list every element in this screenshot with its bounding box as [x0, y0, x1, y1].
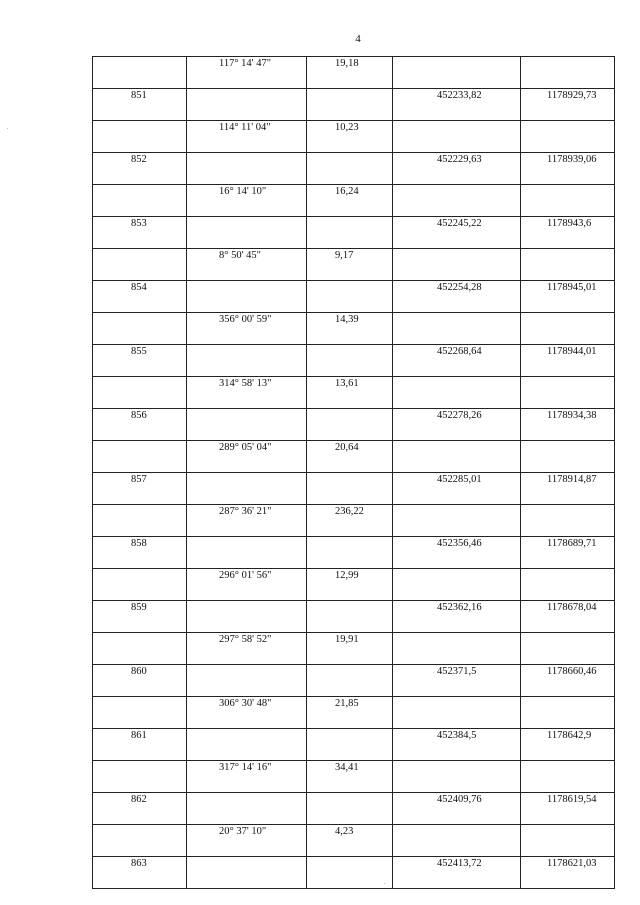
point-row: [93, 281, 615, 313]
point-number-cell: [93, 121, 187, 153]
distance-cell: [307, 665, 393, 697]
distance-cell: 14,39: [307, 313, 393, 345]
direction-angle-cell: 287° 36' 21": [187, 505, 307, 537]
y-coordinate-cell: [521, 121, 615, 153]
direction-angle-cell: 297° 58' 52": [187, 633, 307, 665]
y-coordinate-cell: 1178660,46: [521, 665, 615, 697]
y-coordinate-cell: [521, 249, 615, 281]
direction-angle-cell: [187, 281, 307, 313]
point-row: [93, 409, 615, 441]
direction-angle-cell: 16° 14' 10": [187, 185, 307, 217]
direction-angle-cell: 306° 30' 48": [187, 697, 307, 729]
distance-cell: 10,23: [307, 121, 393, 153]
direction-angle-cell: [187, 153, 307, 185]
y-coordinate-cell: [521, 185, 615, 217]
x-coordinate-cell: 452409,76: [393, 793, 521, 825]
distance-cell: 13,61: [307, 377, 393, 409]
point-number-cell: [93, 57, 187, 89]
distance-cell: 9,17: [307, 249, 393, 281]
direction-angle-cell: [187, 409, 307, 441]
point-number-cell: [93, 377, 187, 409]
point-row: [93, 345, 615, 377]
x-coordinate-cell: 452356,46: [393, 537, 521, 569]
direction-angle-cell: 114° 11' 04": [187, 121, 307, 153]
direction-angle-cell: [187, 537, 307, 569]
x-coordinate-cell: [393, 377, 521, 409]
x-coordinate-cell: 452245,22: [393, 217, 521, 249]
distance-cell: 19,18: [307, 57, 393, 89]
point-row: [93, 537, 615, 569]
direction-angle-cell: [187, 345, 307, 377]
direction-angle-cell: 314° 58' 13": [187, 377, 307, 409]
y-coordinate-cell: [521, 569, 615, 601]
y-coordinate-cell: 1178621,03: [521, 857, 615, 889]
point-number-cell: 860: [93, 665, 187, 697]
point-number-cell: [93, 569, 187, 601]
point-number-cell: [93, 249, 187, 281]
x-coordinate-cell: 452229,63: [393, 153, 521, 185]
direction-angle-cell: [187, 793, 307, 825]
distance-cell: [307, 89, 393, 121]
distance-cell: [307, 217, 393, 249]
distance-cell: [307, 153, 393, 185]
y-coordinate-cell: 1178943,6: [521, 217, 615, 249]
distance-cell: [307, 345, 393, 377]
scan-speck: [433, 672, 434, 673]
x-coordinate-cell: [393, 249, 521, 281]
point-number-cell: [93, 697, 187, 729]
x-coordinate-cell: 452278,26: [393, 409, 521, 441]
point-number-cell: 851: [93, 89, 187, 121]
point-number-cell: [93, 313, 187, 345]
segment-row: [93, 249, 615, 281]
x-coordinate-cell: [393, 633, 521, 665]
y-coordinate-cell: [521, 313, 615, 345]
distance-cell: 20,64: [307, 441, 393, 473]
direction-angle-cell: 8° 50' 45": [187, 249, 307, 281]
point-number-cell: [93, 185, 187, 217]
segment-row: [93, 697, 615, 729]
point-row: [93, 729, 615, 761]
distance-cell: [307, 793, 393, 825]
x-coordinate-cell: 452233,82: [393, 89, 521, 121]
y-coordinate-cell: [521, 441, 615, 473]
direction-angle-cell: 117° 14' 47": [187, 57, 307, 89]
point-number-cell: [93, 825, 187, 857]
y-coordinate-cell: 1178619,54: [521, 793, 615, 825]
segment-row: [93, 313, 615, 345]
segment-row: [93, 633, 615, 665]
distance-cell: 21,85: [307, 697, 393, 729]
point-row: [93, 153, 615, 185]
direction-angle-cell: 20° 37' 10": [187, 825, 307, 857]
segment-row: [93, 441, 615, 473]
direction-angle-cell: [187, 857, 307, 889]
distance-cell: 16,24: [307, 185, 393, 217]
coordinates-table: [92, 56, 615, 889]
direction-angle-cell: [187, 89, 307, 121]
y-coordinate-cell: [521, 633, 615, 665]
y-coordinate-cell: 1178934,38: [521, 409, 615, 441]
scan-speck: [384, 883, 385, 884]
x-coordinate-cell: [393, 57, 521, 89]
direction-angle-cell: [187, 665, 307, 697]
segment-row: [93, 57, 615, 89]
y-coordinate-cell: [521, 697, 615, 729]
point-number-cell: 852: [93, 153, 187, 185]
x-coordinate-cell: 452384,5: [393, 729, 521, 761]
x-coordinate-cell: [393, 313, 521, 345]
point-number-cell: 862: [93, 793, 187, 825]
y-coordinate-cell: 1178945,01: [521, 281, 615, 313]
direction-angle-cell: [187, 729, 307, 761]
y-coordinate-cell: 1178678,04: [521, 601, 615, 633]
y-coordinate-cell: 1178929,73: [521, 89, 615, 121]
x-coordinate-cell: [393, 825, 521, 857]
y-coordinate-cell: 1178939,06: [521, 153, 615, 185]
segment-row: [93, 569, 615, 601]
distance-cell: 34,41: [307, 761, 393, 793]
point-row: [93, 89, 615, 121]
distance-cell: [307, 473, 393, 505]
point-number-cell: [93, 441, 187, 473]
x-coordinate-cell: 452371,5: [393, 665, 521, 697]
x-coordinate-cell: [393, 121, 521, 153]
segment-row: [93, 185, 615, 217]
distance-cell: [307, 281, 393, 313]
direction-angle-cell: [187, 473, 307, 505]
x-coordinate-cell: [393, 569, 521, 601]
distance-cell: 4,23: [307, 825, 393, 857]
x-coordinate-cell: [393, 505, 521, 537]
y-coordinate-cell: 1178642,9: [521, 729, 615, 761]
segment-row: [93, 825, 615, 857]
segment-row: [93, 377, 615, 409]
x-coordinate-cell: 452413,72: [393, 857, 521, 889]
x-coordinate-cell: 452268,64: [393, 345, 521, 377]
point-number-cell: 861: [93, 729, 187, 761]
point-row: [93, 857, 615, 889]
distance-cell: [307, 729, 393, 761]
segment-row: [93, 121, 615, 153]
point-number-cell: 854: [93, 281, 187, 313]
y-coordinate-cell: [521, 761, 615, 793]
distance-cell: 236,22: [307, 505, 393, 537]
x-coordinate-cell: 452254,28: [393, 281, 521, 313]
point-number-cell: 855: [93, 345, 187, 377]
page-number: 4: [355, 33, 361, 45]
direction-angle-cell: 296° 01' 56": [187, 569, 307, 601]
distance-cell: [307, 857, 393, 889]
point-number-cell: 858: [93, 537, 187, 569]
direction-angle-cell: 317° 14' 16": [187, 761, 307, 793]
point-number-cell: [93, 505, 187, 537]
point-number-cell: [93, 633, 187, 665]
segment-row: [93, 505, 615, 537]
x-coordinate-cell: [393, 185, 521, 217]
point-number-cell: 856: [93, 409, 187, 441]
distance-cell: [307, 601, 393, 633]
direction-angle-cell: [187, 601, 307, 633]
point-number-cell: 857: [93, 473, 187, 505]
x-coordinate-cell: [393, 441, 521, 473]
distance-cell: 12,99: [307, 569, 393, 601]
coordinates-table-body: [93, 57, 615, 889]
y-coordinate-cell: [521, 377, 615, 409]
direction-angle-cell: 356° 00' 59": [187, 313, 307, 345]
y-coordinate-cell: [521, 825, 615, 857]
direction-angle-cell: 289° 05' 04": [187, 441, 307, 473]
x-coordinate-cell: 452285,01: [393, 473, 521, 505]
y-coordinate-cell: 1178914,87: [521, 473, 615, 505]
distance-cell: 19,91: [307, 633, 393, 665]
distance-cell: [307, 409, 393, 441]
x-coordinate-cell: [393, 697, 521, 729]
y-coordinate-cell: [521, 505, 615, 537]
y-coordinate-cell: 1178944,01: [521, 345, 615, 377]
x-coordinate-cell: 452362,16: [393, 601, 521, 633]
point-number-cell: [93, 761, 187, 793]
point-row: [93, 217, 615, 249]
point-row: [93, 665, 615, 697]
point-number-cell: 853: [93, 217, 187, 249]
distance-cell: [307, 537, 393, 569]
segment-row: [93, 761, 615, 793]
direction-angle-cell: [187, 217, 307, 249]
y-coordinate-cell: 1178689,71: [521, 537, 615, 569]
scan-speck: [7, 128, 8, 129]
point-number-cell: 859: [93, 601, 187, 633]
point-row: [93, 601, 615, 633]
point-row: [93, 793, 615, 825]
point-number-cell: 863: [93, 857, 187, 889]
y-coordinate-cell: [521, 57, 615, 89]
x-coordinate-cell: [393, 761, 521, 793]
point-row: [93, 473, 615, 505]
